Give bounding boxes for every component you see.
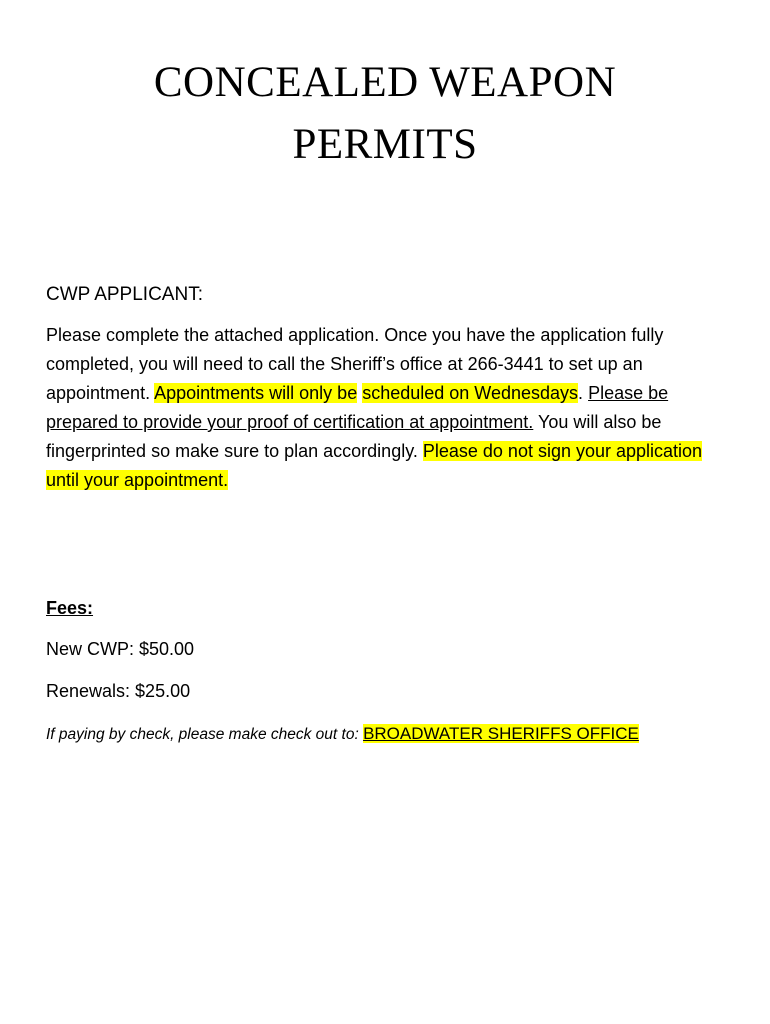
fee-new-cwp: New CWP: $50.00 [46,639,195,659]
section-heading: CWP APPLICANT: [46,284,203,305]
highlight-do-not-sign: Please do not sign your application until your appointment. [46,441,703,490]
title-line-2: PERMITS [292,121,478,168]
instructions-text-3: You will also be fingerprinted so make sure to plan accordingly. [46,412,662,461]
document-title [0,52,770,176]
title-line-1: CONCEALED WEAPON [153,59,617,106]
highlight-wednesdays: scheduled on Wednesdays [362,383,579,403]
instructions-paragraph [46,321,736,495]
check-instruction: If paying by check, please make check out to: [46,726,364,743]
instructions-text-2: . [578,383,589,403]
fees-label: Fees: [46,598,94,618]
fee-renewals: Renewals: $25.00 [46,681,191,701]
check-payable-line [46,719,736,749]
highlight-appointments: Appointments will only be [154,383,358,403]
underlined-certification-note: Please be prepared to provide your proof of certification at appointment. [46,383,669,432]
instructions-text-1: Please complete the attached application. Once you have the application fully completed, you will need to call the Sheriff’s office at 266-3441 to set up an appointment. [46,325,664,403]
check-payee: BROADWATER SHERIFFS OFFICE [363,724,639,743]
